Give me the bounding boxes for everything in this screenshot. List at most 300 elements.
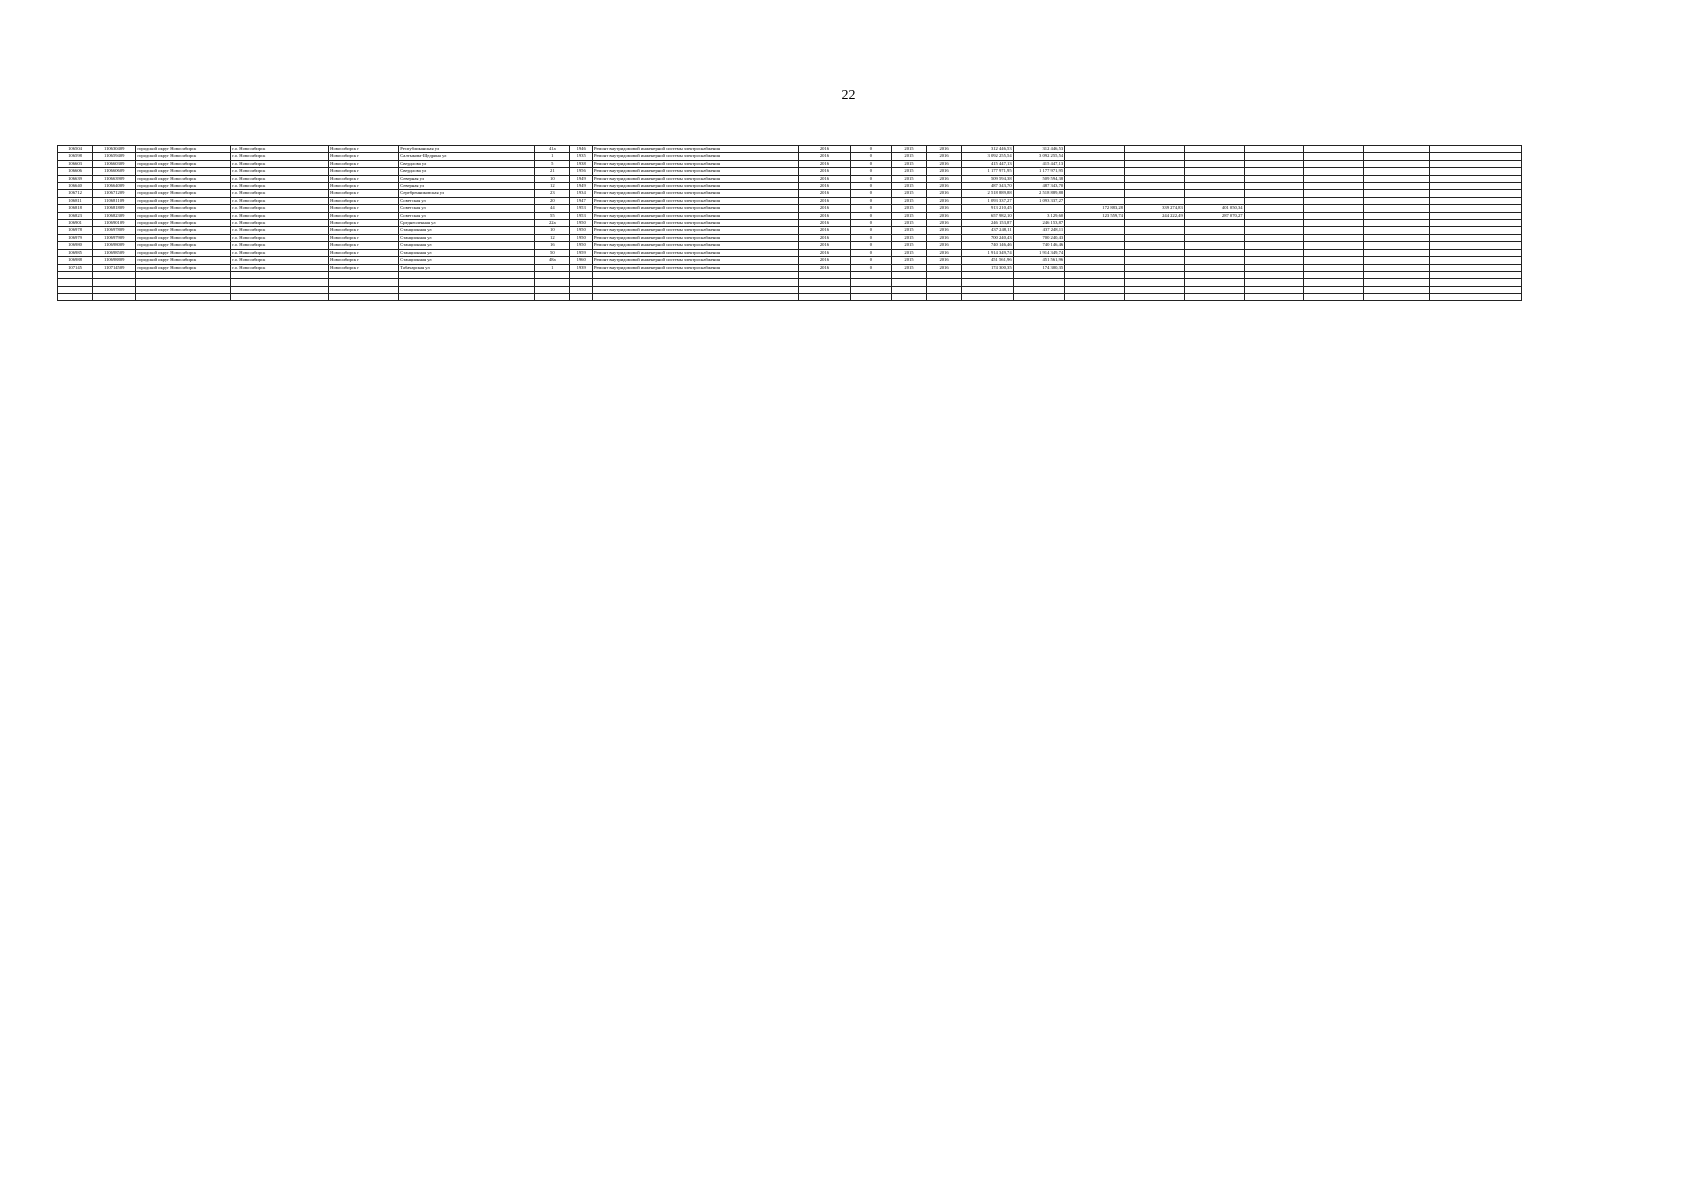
cell-empty (1244, 227, 1304, 234)
cell-empty (1244, 146, 1304, 153)
cell-y2: 2016 (927, 227, 962, 234)
cell-code (93, 286, 136, 293)
cell-okrug: городской округ Новосибирск (136, 168, 231, 175)
cell-empty (1244, 183, 1304, 190)
cell-city-short: г.о. Новосибирск (231, 234, 329, 241)
cell-zero (850, 279, 891, 286)
cell-empty (1244, 205, 1304, 212)
cell-id: 106979 (58, 234, 93, 241)
cell-code: 110681809 (93, 205, 136, 212)
cell-empty (1244, 264, 1304, 271)
cell-year: 1946 (570, 146, 593, 153)
cell-street: Станционная ул (399, 242, 535, 249)
cell-empty (1244, 249, 1304, 256)
cell-house: 41а (535, 146, 570, 153)
cell-c (1184, 271, 1244, 278)
cell-house: 5 (535, 160, 570, 167)
cell-sum (962, 286, 1014, 293)
cell-house: 10 (535, 175, 570, 182)
cell-sum (962, 279, 1014, 286)
cell-code: 110671209 (93, 190, 136, 197)
cell-y1 (891, 279, 926, 286)
cell-y2: 2016 (927, 249, 962, 256)
cell-b (1124, 242, 1184, 249)
cell-city-short: г.о. Новосибирск (231, 205, 329, 212)
cell-empty (1304, 271, 1364, 278)
cell-work: Ремонт внутридомовой инженерной системы электроснабжения (593, 175, 799, 182)
cell-b (1124, 264, 1184, 271)
cell-city-short: г.о. Новосибирск (231, 264, 329, 271)
table-row (58, 146, 1522, 153)
cell-work: Ремонт внутридомовой инженерной системы электроснабжения (593, 242, 799, 249)
cell-year: 1950 (570, 242, 593, 249)
table-body (58, 146, 1522, 301)
cell-work: Ремонт внутридомовой инженерной системы электроснабжения (593, 249, 799, 256)
cell-city-short: г.о. Новосибирск (231, 242, 329, 249)
cell-empty (1304, 205, 1364, 212)
cell-city-short: г.о. Новосибирск (231, 190, 329, 197)
cell-y2: 2016 (927, 234, 962, 241)
table-row (58, 249, 1522, 256)
cell-work: Ремонт внутридомовой инженерной системы электроснабжения (593, 190, 799, 197)
cell-y2: 2016 (927, 205, 962, 212)
cell-sum2: 2 518 889,88 (1013, 190, 1065, 197)
cell-y1 (891, 294, 926, 301)
cell-city-short (231, 271, 329, 278)
cell-empty (1430, 205, 1522, 212)
cell-year: 1953 (570, 212, 593, 219)
cell-empty (1244, 175, 1304, 182)
cell-plan-year: 2016 (799, 249, 851, 256)
cell-plan-year: 2016 (799, 264, 851, 271)
cell-empty (1304, 197, 1364, 204)
cell-empty (1304, 257, 1364, 264)
cell-sum (962, 294, 1014, 301)
cell-empty (1430, 286, 1522, 293)
cell-id: 106606 (58, 168, 93, 175)
cell-c (1184, 190, 1244, 197)
cell-sum2: 437 248,11 (1013, 227, 1065, 234)
table-row (58, 271, 1522, 278)
cell-empty (1244, 294, 1304, 301)
cell-zero: 0 (850, 264, 891, 271)
cell-sum2: 1 914 349,74 (1013, 249, 1065, 256)
cell-zero: 0 (850, 249, 891, 256)
cell-street (399, 286, 535, 293)
cell-zero: 0 (850, 153, 891, 160)
cell-city-short: г.о. Новосибирск (231, 160, 329, 167)
cell-zero (850, 294, 891, 301)
cell-id: 106598 (58, 153, 93, 160)
cell-year: 1960 (570, 257, 593, 264)
cell-empty (1430, 271, 1522, 278)
cell-code: 110664009 (93, 183, 136, 190)
cell-sum: 451 561,96 (962, 257, 1014, 264)
cell-c (1184, 220, 1244, 227)
cell-house: 55 (535, 212, 570, 219)
cell-b (1124, 227, 1184, 234)
cell-empty (1304, 146, 1364, 153)
cell-b (1124, 190, 1184, 197)
table-row (58, 242, 1522, 249)
cell-empty (1364, 168, 1430, 175)
cell-c (1184, 242, 1244, 249)
cell-y2: 2016 (927, 212, 962, 219)
cell-y1: 2015 (891, 190, 926, 197)
cell-house: 21 (535, 168, 570, 175)
cell-house: 48а (535, 257, 570, 264)
cell-empty (1364, 153, 1430, 160)
cell-empty (1364, 160, 1430, 167)
cell-year: 1949 (570, 175, 593, 182)
cell-street: Свердлова ул (399, 160, 535, 167)
cell-b (1124, 146, 1184, 153)
cell-c: 401 050,34 (1184, 205, 1244, 212)
cell-b (1124, 294, 1184, 301)
cell-empty (1304, 175, 1364, 182)
cell-id (58, 271, 93, 278)
cell-sum2: 3 129,60 (1013, 212, 1065, 219)
cell-c (1184, 175, 1244, 182)
cell-c (1184, 257, 1244, 264)
cell-city: Новосибирск г (329, 197, 399, 204)
cell-a (1065, 257, 1125, 264)
cell-house: 1 (535, 264, 570, 271)
cell-y2: 2016 (927, 153, 962, 160)
cell-a (1065, 175, 1125, 182)
cell-a (1065, 271, 1125, 278)
cell-y1: 2015 (891, 146, 926, 153)
cell-y2: 2016 (927, 175, 962, 182)
cell-a (1065, 227, 1125, 234)
cell-a (1065, 286, 1125, 293)
cell-year: 1947 (570, 197, 593, 204)
cell-okrug: городской округ Новосибирск (136, 234, 231, 241)
cell-plan-year (799, 279, 851, 286)
cell-y1: 2015 (891, 175, 926, 182)
table-row (58, 168, 1522, 175)
cell-empty (1304, 249, 1364, 256)
cell-empty (1364, 242, 1430, 249)
cell-a: 172 883,28 (1065, 205, 1125, 212)
cell-y1: 2015 (891, 212, 926, 219)
cell-city: Новосибирск г (329, 257, 399, 264)
cell-y1: 2015 (891, 220, 926, 227)
cell-code: 110690109 (93, 220, 136, 227)
cell-city: Новосибирск г (329, 234, 399, 241)
cell-empty (1430, 175, 1522, 182)
cell-id: 106985 (58, 249, 93, 256)
cell-sum2: 509 594,38 (1013, 175, 1065, 182)
cell-empty (1304, 234, 1364, 241)
cell-code: 110697809 (93, 227, 136, 234)
cell-city: Новосибирск г (329, 264, 399, 271)
cell-empty (1364, 205, 1430, 212)
cell-city: Новосибирск г (329, 168, 399, 175)
cell-house (535, 294, 570, 301)
cell-c (1184, 146, 1244, 153)
cell-code: 110698509 (93, 249, 136, 256)
cell-plan-year (799, 271, 851, 278)
cell-code: 110660609 (93, 168, 136, 175)
cell-y1 (891, 271, 926, 278)
cell-sum: 509 594,38 (962, 175, 1014, 182)
cell-street (399, 279, 535, 286)
cell-zero: 0 (850, 212, 891, 219)
cell-street: Советская ул (399, 205, 535, 212)
cell-empty (1364, 234, 1430, 241)
cell-a: 123 559,74 (1065, 212, 1125, 219)
cell-okrug: городской округ Новосибирск (136, 190, 231, 197)
cell-street: Станционная ул (399, 234, 535, 241)
cell-okrug: городской округ Новосибирск (136, 197, 231, 204)
cell-y1: 2015 (891, 168, 926, 175)
cell-plan-year: 2016 (799, 234, 851, 241)
cell-y1: 2015 (891, 197, 926, 204)
cell-b (1124, 249, 1184, 256)
cell-id (58, 294, 93, 301)
cell-zero: 0 (850, 175, 891, 182)
cell-zero (850, 271, 891, 278)
cell-okrug: городской округ Новосибирск (136, 227, 231, 234)
cell-street: Станционная ул (399, 257, 535, 264)
cell-year (570, 286, 593, 293)
cell-okrug: городской округ Новосибирск (136, 249, 231, 256)
cell-sum2: 1 093 337,27 (1013, 197, 1065, 204)
cell-empty (1304, 190, 1364, 197)
cell-house: 22а (535, 220, 570, 227)
cell-y2: 2016 (927, 264, 962, 271)
cell-y2: 2016 (927, 160, 962, 167)
cell-a (1065, 153, 1125, 160)
cell-a (1065, 197, 1125, 204)
cell-y2 (927, 286, 962, 293)
cell-c (1184, 153, 1244, 160)
cell-c (1184, 160, 1244, 167)
cell-sum2: 415 447,13 (1013, 160, 1065, 167)
table-row (58, 286, 1522, 293)
cell-city (329, 279, 399, 286)
cell-zero: 0 (850, 220, 891, 227)
cell-okrug: городской округ Новосибирск (136, 160, 231, 167)
cell-zero: 0 (850, 227, 891, 234)
cell-house (535, 271, 570, 278)
cell-code: 110682309 (93, 212, 136, 219)
cell-b: 244 222,49 (1124, 212, 1184, 219)
cell-empty (1304, 242, 1364, 249)
cell-sum: 913 210,45 (962, 205, 1014, 212)
cell-work: Ремонт внутридомовой инженерной системы электроснабжения (593, 227, 799, 234)
cell-b (1124, 153, 1184, 160)
cell-sum: 1 914 349,74 (962, 249, 1014, 256)
cell-city-short: г.о. Новосибирск (231, 220, 329, 227)
cell-y2: 2016 (927, 197, 962, 204)
cell-b (1124, 220, 1184, 227)
cell-work: Ремонт внутридомовой инженерной системы электроснабжения (593, 183, 799, 190)
table-row (58, 197, 1522, 204)
cell-empty (1364, 279, 1430, 286)
cell-house: 10 (535, 227, 570, 234)
cell-house: 16 (535, 242, 570, 249)
cell-empty (1304, 286, 1364, 293)
cell-empty (1430, 220, 1522, 227)
cell-y1: 2015 (891, 264, 926, 271)
cell-empty (1364, 249, 1430, 256)
cell-street: Республиканская ул (399, 146, 535, 153)
cell-plan-year (799, 286, 851, 293)
cell-empty (1244, 153, 1304, 160)
cell-empty (1430, 249, 1522, 256)
cell-y2 (927, 294, 962, 301)
cell-y1: 2015 (891, 153, 926, 160)
cell-y1: 2015 (891, 227, 926, 234)
cell-work: Ремонт внутридомовой инженерной системы электроснабжения (593, 205, 799, 212)
cell-empty (1304, 183, 1364, 190)
cell-empty (1430, 294, 1522, 301)
cell-okrug (136, 294, 231, 301)
cell-empty (1304, 279, 1364, 286)
cell-zero: 0 (850, 197, 891, 204)
cell-a (1065, 160, 1125, 167)
cell-y2: 2016 (927, 146, 962, 153)
cell-empty (1244, 234, 1304, 241)
cell-house: 12 (535, 183, 570, 190)
cell-sum: 657 982,10 (962, 212, 1014, 219)
cell-house: 12 (535, 234, 570, 241)
cell-empty (1364, 212, 1430, 219)
cell-year: 1950 (570, 227, 593, 234)
cell-empty (1304, 264, 1364, 271)
cell-work: Ремонт внутридомовой инженерной системы электроснабжения (593, 146, 799, 153)
cell-id: 106712 (58, 190, 93, 197)
cell-b: 339 274,83 (1124, 205, 1184, 212)
cell-city (329, 286, 399, 293)
cell-city-short: г.о. Новосибирск (231, 197, 329, 204)
cell-y2: 2016 (927, 257, 962, 264)
cell-sum: 1 177 971,95 (962, 168, 1014, 175)
cell-sum: 174 300,35 (962, 264, 1014, 271)
cell-city: Новосибирск г (329, 220, 399, 227)
cell-y2 (927, 271, 962, 278)
cell-city: Новосибирск г (329, 242, 399, 249)
cell-id (58, 279, 93, 286)
cell-c (1184, 264, 1244, 271)
cell-city-short (231, 279, 329, 286)
cell-city: Новосибирск г (329, 205, 399, 212)
cell-street (399, 271, 535, 278)
cell-empty (1430, 264, 1522, 271)
cell-okrug: городской округ Новосибирск (136, 153, 231, 160)
cell-okrug: городской округ Новосибирск (136, 175, 231, 182)
cell-plan-year: 2016 (799, 168, 851, 175)
cell-sum2 (1013, 271, 1065, 278)
cell-okrug: городской округ Новосибирск (136, 212, 231, 219)
cell-empty (1364, 146, 1430, 153)
cell-city-short: г.о. Новосибирск (231, 153, 329, 160)
cell-year (570, 294, 593, 301)
cell-id: 106978 (58, 227, 93, 234)
cell-empty (1304, 220, 1364, 227)
cell-empty (1364, 190, 1430, 197)
cell-plan-year: 2016 (799, 175, 851, 182)
cell-zero: 0 (850, 205, 891, 212)
cell-house: 23 (535, 190, 570, 197)
cell-plan-year: 2016 (799, 197, 851, 204)
cell-street: Серебренниковская ул (399, 190, 535, 197)
cell-city-short: г.о. Новосибирск (231, 146, 329, 153)
cell-id: 106504 (58, 146, 93, 153)
cell-sum: 2 518 889,88 (962, 190, 1014, 197)
cell-a (1065, 168, 1125, 175)
table-row (58, 279, 1522, 286)
cell-y1: 2015 (891, 160, 926, 167)
cell-id: 106901 (58, 220, 93, 227)
cell-y1: 2015 (891, 234, 926, 241)
cell-empty (1364, 264, 1430, 271)
cell-c (1184, 227, 1244, 234)
cell-city-short: г.о. Новосибирск (231, 168, 329, 175)
cell-work (593, 294, 799, 301)
table-row (58, 205, 1522, 212)
cell-y2: 2016 (927, 242, 962, 249)
cell-y1: 2015 (891, 242, 926, 249)
table-row (58, 264, 1522, 271)
cell-empty (1430, 183, 1522, 190)
cell-zero: 0 (850, 160, 891, 167)
cell-a (1065, 234, 1125, 241)
cell-empty (1430, 153, 1522, 160)
cell-work: Ремонт внутридомовой инженерной системы электроснабжения (593, 168, 799, 175)
cell-sum2: 451 561,96 (1013, 257, 1065, 264)
cell-street: Табачарская ул (399, 264, 535, 271)
cell-city-short: г.о. Новосибирск (231, 175, 329, 182)
cell-empty (1304, 212, 1364, 219)
cell-city: Новосибирск г (329, 153, 399, 160)
cell-work: Ремонт внутридомовой инженерной системы электроснабжения (593, 212, 799, 219)
cell-sum: 437 248,11 (962, 227, 1014, 234)
cell-b (1124, 168, 1184, 175)
cell-zero: 0 (850, 146, 891, 153)
cell-work: Ремонт внутридомовой инженерной системы электроснабжения (593, 153, 799, 160)
cell-house (535, 279, 570, 286)
page-number: 22 (841, 88, 856, 103)
cell-plan-year: 2016 (799, 183, 851, 190)
cell-work: Ремонт внутридомовой инженерной системы электроснабжения (593, 160, 799, 167)
cell-y1: 2015 (891, 257, 926, 264)
table-row (58, 190, 1522, 197)
cell-okrug (136, 279, 231, 286)
cell-y2 (927, 279, 962, 286)
cell-empty (1430, 212, 1522, 219)
cell-city: Новосибирск г (329, 212, 399, 219)
cell-empty (1364, 183, 1430, 190)
cell-zero: 0 (850, 168, 891, 175)
cell-c (1184, 168, 1244, 175)
cell-code: 110714509 (93, 264, 136, 271)
cell-zero: 0 (850, 242, 891, 249)
cell-empty (1244, 160, 1304, 167)
cell-y1: 2015 (891, 183, 926, 190)
cell-sum2: 700 240,43 (1013, 234, 1065, 241)
cell-empty (1244, 212, 1304, 219)
cell-okrug: городской округ Новосибирск (136, 205, 231, 212)
cell-code: 110698009 (93, 242, 136, 249)
cell-c: 287 070,27 (1184, 212, 1244, 219)
table-row (58, 220, 1522, 227)
cell-sum: 700 240,43 (962, 234, 1014, 241)
cell-y1 (891, 286, 926, 293)
cell-empty (1244, 286, 1304, 293)
